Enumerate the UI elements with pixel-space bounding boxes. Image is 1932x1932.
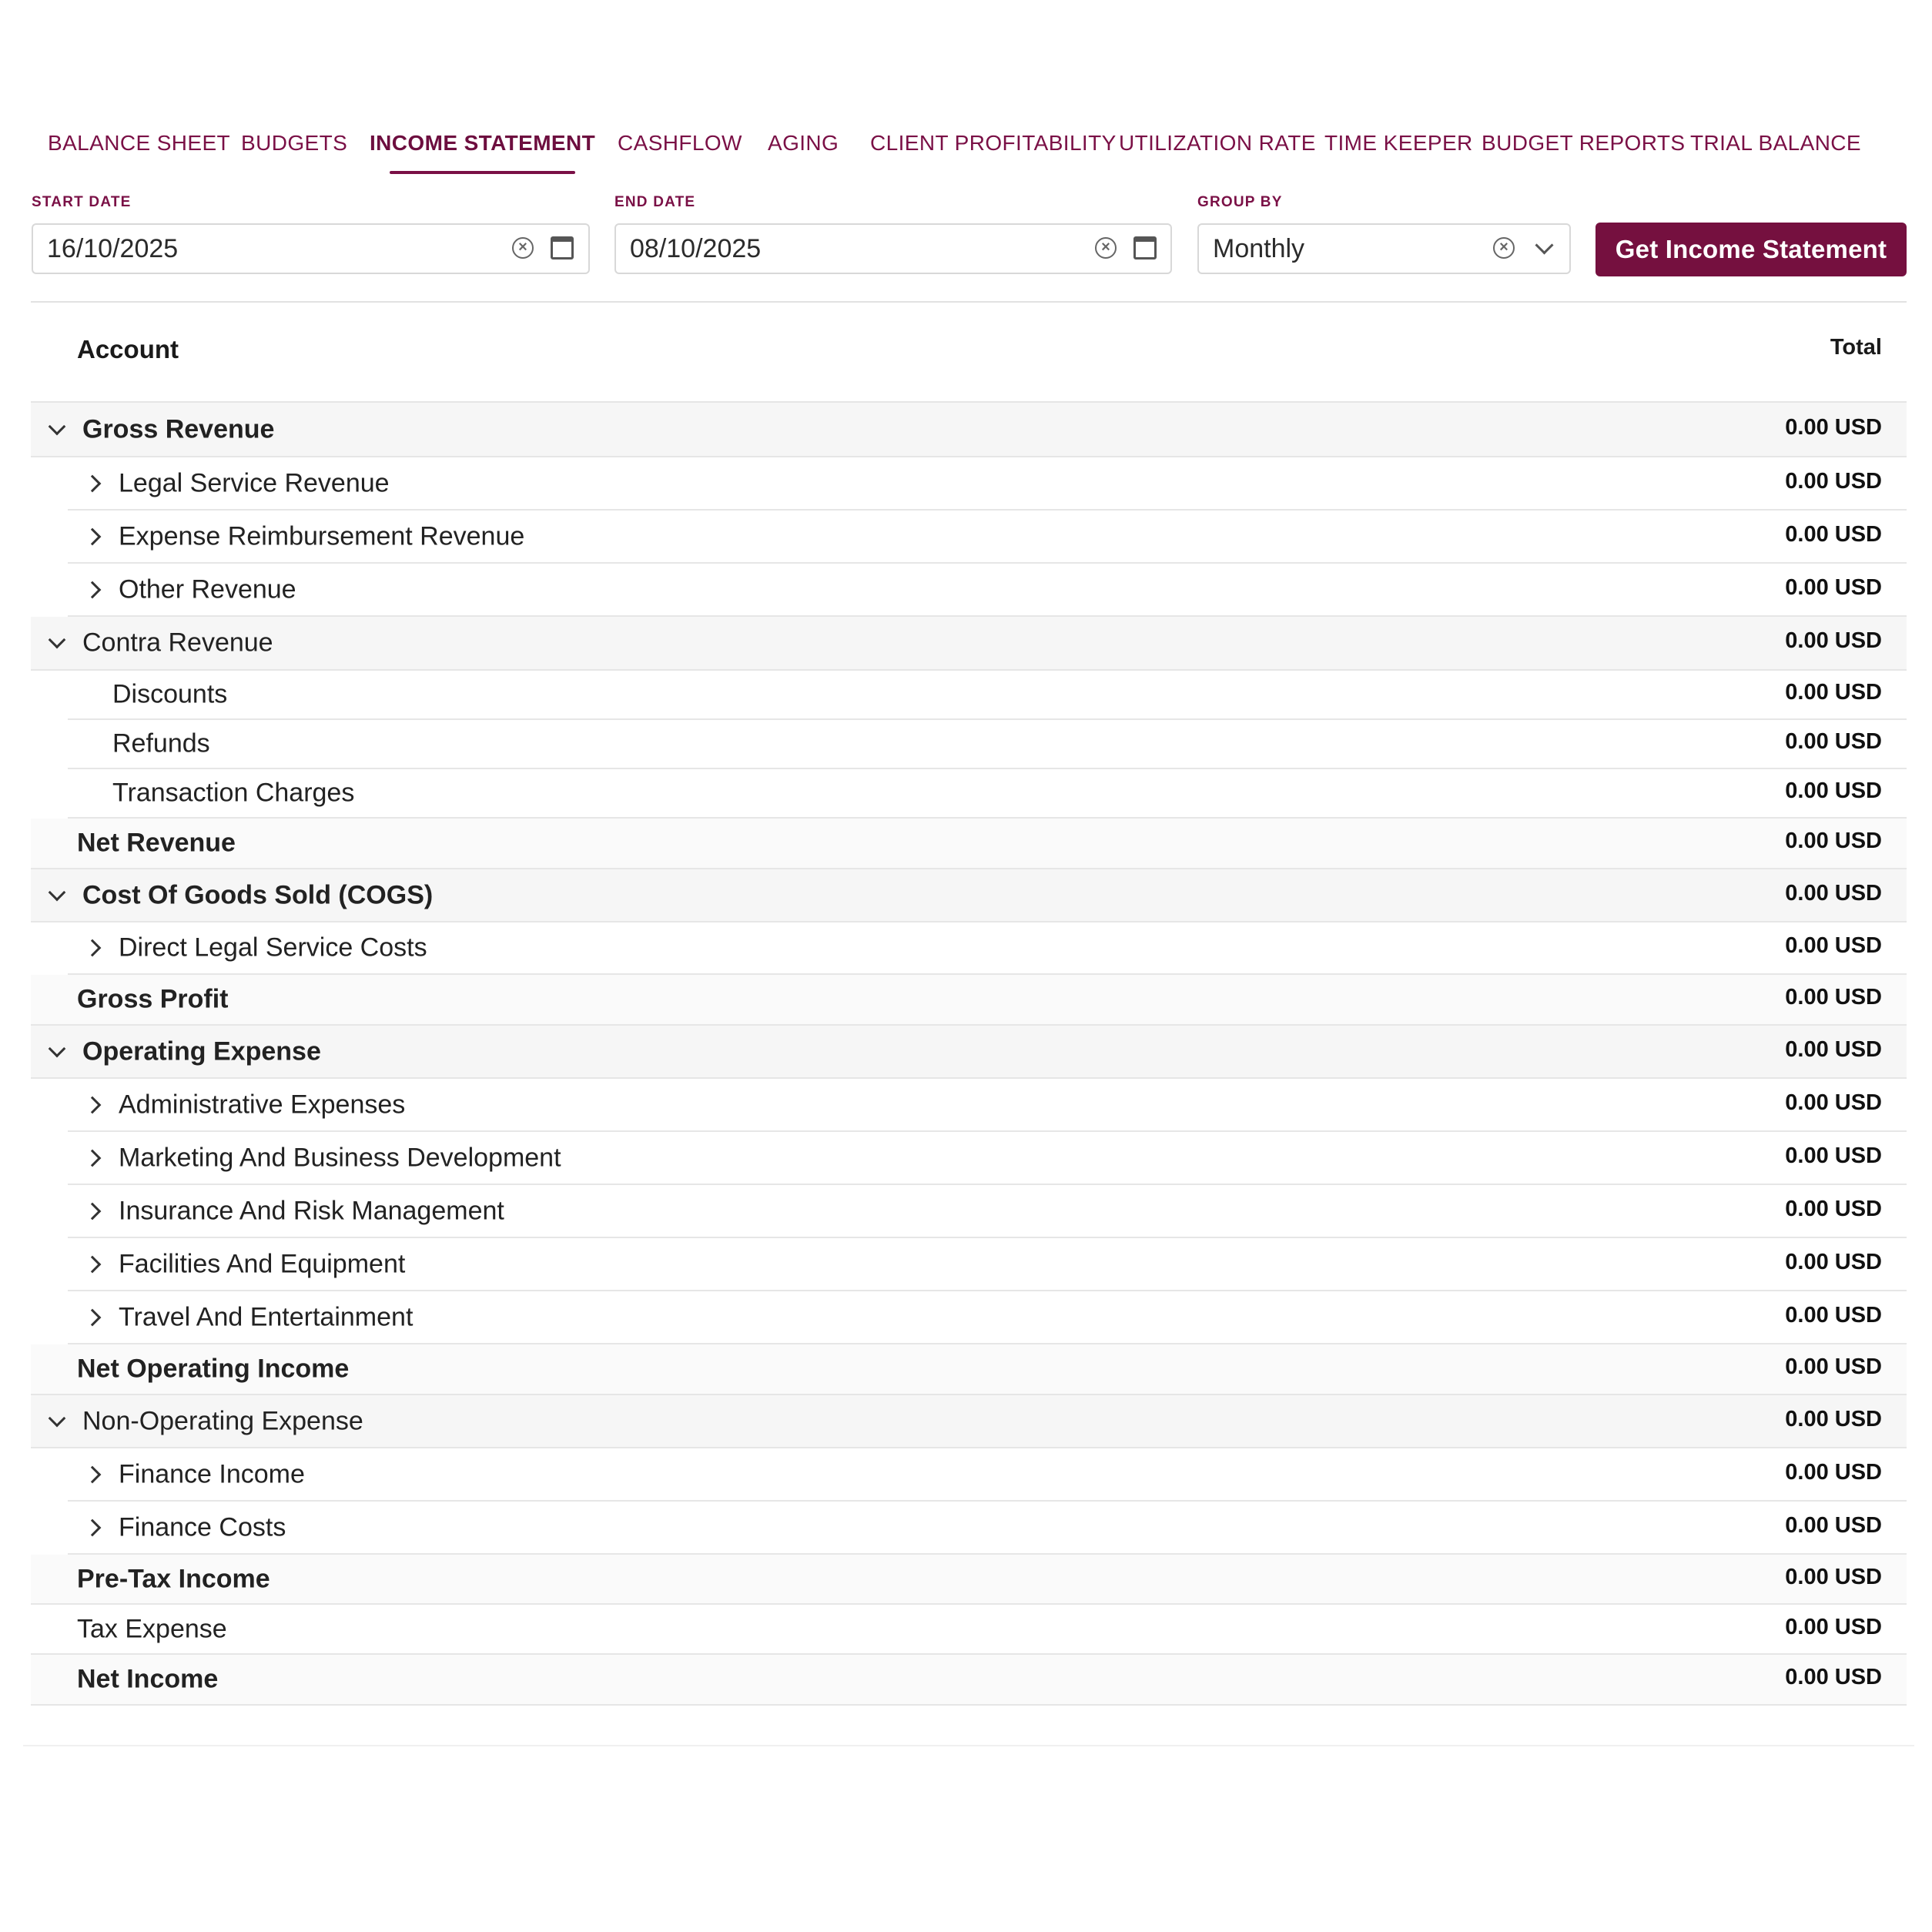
row-amount: 0.00 USD xyxy=(1785,880,1882,906)
row-label: Tax Expense xyxy=(77,1614,227,1643)
chevron-right-icon[interactable] xyxy=(84,527,102,545)
row-amount: 0.00 USD xyxy=(1785,1614,1882,1639)
row-label: Non-Operating Expense xyxy=(82,1406,363,1435)
column-header-account: Account xyxy=(77,335,179,363)
row-amount: 0.00 USD xyxy=(1785,1302,1882,1328)
table-row-other-revenue[interactable] xyxy=(68,564,1907,617)
chevron-down-icon[interactable] xyxy=(49,1040,66,1057)
row-label: Transaction Charges xyxy=(112,778,355,808)
row-amount: 0.00 USD xyxy=(1785,468,1882,494)
table-row-cogs[interactable] xyxy=(31,869,1907,922)
table-row-gross-profit xyxy=(31,975,1907,1026)
group-by-select[interactable] xyxy=(1197,223,1571,274)
row-label: Contra Revenue xyxy=(82,628,273,658)
table-row-refunds xyxy=(68,720,1907,769)
row-label: Gross Profit xyxy=(77,984,229,1014)
table-row-contra-revenue[interactable] xyxy=(31,617,1907,671)
table-row-facilities-and-equipment[interactable] xyxy=(68,1238,1907,1291)
row-amount: 0.00 USD xyxy=(1785,728,1882,754)
tab-budget-reports[interactable]: BUDGET REPORTS xyxy=(1482,131,1686,155)
table-row-pre-tax-income xyxy=(31,1555,1907,1605)
start-date-label: START DATE xyxy=(32,194,132,210)
table-row-travel-and-entertainment[interactable] xyxy=(68,1291,1907,1344)
table-row-legal-service-revenue[interactable] xyxy=(68,457,1907,511)
row-amount: 0.00 USD xyxy=(1785,1249,1882,1274)
chevron-right-icon[interactable] xyxy=(84,474,102,492)
chevron-right-icon[interactable] xyxy=(84,1096,102,1113)
tab-utilization-rate[interactable]: UTILIZATION RATE xyxy=(1119,131,1316,155)
row-label: Operating Expense xyxy=(82,1036,321,1066)
divider xyxy=(23,1745,1914,1746)
row-amount: 0.00 USD xyxy=(1785,778,1882,803)
table-row-expense-reimbursement-revenue[interactable] xyxy=(68,511,1907,564)
row-label: Discounts xyxy=(112,679,228,709)
table-row-marketing-and-business-development[interactable] xyxy=(68,1132,1907,1185)
table-row-transaction-charges xyxy=(68,769,1907,819)
table-row-tax-expense xyxy=(31,1605,1907,1655)
row-amount: 0.00 USD xyxy=(1785,1459,1882,1485)
row-label: Legal Service Revenue xyxy=(119,468,390,497)
report-tabs xyxy=(31,116,1901,177)
row-amount: 0.00 USD xyxy=(1785,1406,1882,1431)
row-amount: 0.00 USD xyxy=(1785,828,1882,853)
clear-icon[interactable]: × xyxy=(1493,237,1515,259)
table-row-finance-income[interactable] xyxy=(68,1448,1907,1502)
chevron-down-icon[interactable] xyxy=(49,1409,66,1427)
column-header-total: Total xyxy=(1830,335,1882,360)
row-amount: 0.00 USD xyxy=(1785,1664,1882,1689)
start-date-field[interactable] xyxy=(32,223,590,274)
chevron-right-icon[interactable] xyxy=(84,1202,102,1220)
row-amount: 0.00 USD xyxy=(1785,414,1882,440)
table-row-discounts xyxy=(68,671,1907,720)
row-label: Finance Income xyxy=(119,1459,305,1488)
row-amount: 0.00 USD xyxy=(1785,1090,1882,1115)
tab-aging[interactable]: AGING xyxy=(768,131,839,155)
table-row-non-operating-expense[interactable] xyxy=(31,1395,1907,1448)
chevron-right-icon[interactable] xyxy=(84,1149,102,1167)
table-row-operating-expense[interactable] xyxy=(31,1026,1907,1079)
tab-budgets[interactable]: BUDGETS xyxy=(241,131,348,155)
clear-icon[interactable]: × xyxy=(1095,237,1117,259)
tab-time-keeper[interactable]: TIME KEEPER xyxy=(1324,131,1473,155)
row-label: Facilities And Equipment xyxy=(119,1249,406,1278)
row-label: Finance Costs xyxy=(119,1512,286,1542)
row-label: Expense Reimbursement Revenue xyxy=(119,521,525,551)
row-label: Marketing And Business Development xyxy=(119,1143,561,1172)
chevron-down-icon[interactable] xyxy=(49,417,66,435)
income-statement-table xyxy=(31,304,1907,1706)
row-amount: 0.00 USD xyxy=(1785,984,1882,1010)
end-date-value: 08/10/2025 xyxy=(630,234,762,263)
row-amount: 0.00 USD xyxy=(1785,521,1882,547)
clear-icon[interactable]: × xyxy=(512,237,534,259)
tab-income-statement[interactable]: INCOME STATEMENT xyxy=(370,131,596,155)
table-row-gross-revenue[interactable] xyxy=(31,403,1907,457)
row-label: Travel And Entertainment xyxy=(119,1302,414,1331)
table-row-net-operating-income xyxy=(31,1344,1907,1395)
chevron-down-icon[interactable] xyxy=(1535,236,1553,254)
end-date-field[interactable] xyxy=(614,223,1172,274)
row-label: Net Revenue xyxy=(77,828,236,858)
row-amount: 0.00 USD xyxy=(1785,1512,1882,1538)
row-label: Refunds xyxy=(112,728,210,758)
group-by-value: Monthly xyxy=(1213,234,1305,263)
row-amount: 0.00 USD xyxy=(1785,679,1882,705)
start-date-value: 16/10/2025 xyxy=(47,234,179,263)
chevron-down-icon[interactable] xyxy=(49,631,66,649)
row-label: Direct Legal Service Costs xyxy=(119,933,427,963)
row-amount: 0.00 USD xyxy=(1785,1143,1882,1168)
row-label: Cost Of Goods Sold (COGS) xyxy=(82,880,434,909)
divider xyxy=(31,301,1907,303)
table-row-finance-costs[interactable] xyxy=(68,1502,1907,1555)
row-amount: 0.00 USD xyxy=(1785,933,1882,958)
row-amount: 0.00 USD xyxy=(1785,628,1882,653)
table-row-administrative-expenses[interactable] xyxy=(68,1079,1907,1132)
chevron-right-icon[interactable] xyxy=(84,1255,102,1273)
row-amount: 0.00 USD xyxy=(1785,1196,1882,1221)
chevron-down-icon[interactable] xyxy=(49,883,66,901)
chevron-right-icon[interactable] xyxy=(84,1518,102,1536)
row-label: Gross Revenue xyxy=(82,414,275,444)
tab-cashflow[interactable]: CASHFLOW xyxy=(618,131,742,155)
row-label: Insurance And Risk Management xyxy=(119,1196,504,1225)
table-header xyxy=(31,304,1907,403)
chevron-right-icon[interactable] xyxy=(84,939,102,957)
row-amount: 0.00 USD xyxy=(1785,574,1882,600)
row-label: Other Revenue xyxy=(119,574,296,604)
row-amount: 0.00 USD xyxy=(1785,1036,1882,1062)
row-label: Net Income xyxy=(77,1664,219,1694)
chevron-right-icon[interactable] xyxy=(84,581,102,598)
chevron-right-icon[interactable] xyxy=(84,1308,102,1326)
row-label: Pre-Tax Income xyxy=(77,1564,270,1593)
row-label: Net Operating Income xyxy=(77,1354,350,1384)
row-label: Administrative Expenses xyxy=(119,1090,406,1119)
calendar-icon[interactable] xyxy=(1133,236,1157,259)
group-by-label: GROUP BY xyxy=(1197,194,1283,210)
tab-client-profitability[interactable]: CLIENT PROFITABILITY xyxy=(870,131,1117,155)
table-row-net-revenue xyxy=(31,819,1907,869)
table-row-insurance-and-risk-management[interactable] xyxy=(68,1185,1907,1238)
table-row-direct-legal-service-costs[interactable] xyxy=(68,922,1907,975)
calendar-icon[interactable] xyxy=(551,236,574,259)
tab-trial-balance[interactable]: TRIAL BALANCE xyxy=(1690,131,1862,155)
chevron-right-icon[interactable] xyxy=(84,1465,102,1483)
end-date-label: END DATE xyxy=(614,194,696,210)
get-income-statement-button[interactable]: Get Income Statement xyxy=(1595,223,1907,276)
row-amount: 0.00 USD xyxy=(1785,1564,1882,1589)
row-amount: 0.00 USD xyxy=(1785,1354,1882,1379)
table-row-net-income xyxy=(31,1655,1907,1706)
tab-balance-sheet[interactable]: BALANCE SHEET xyxy=(48,131,231,155)
